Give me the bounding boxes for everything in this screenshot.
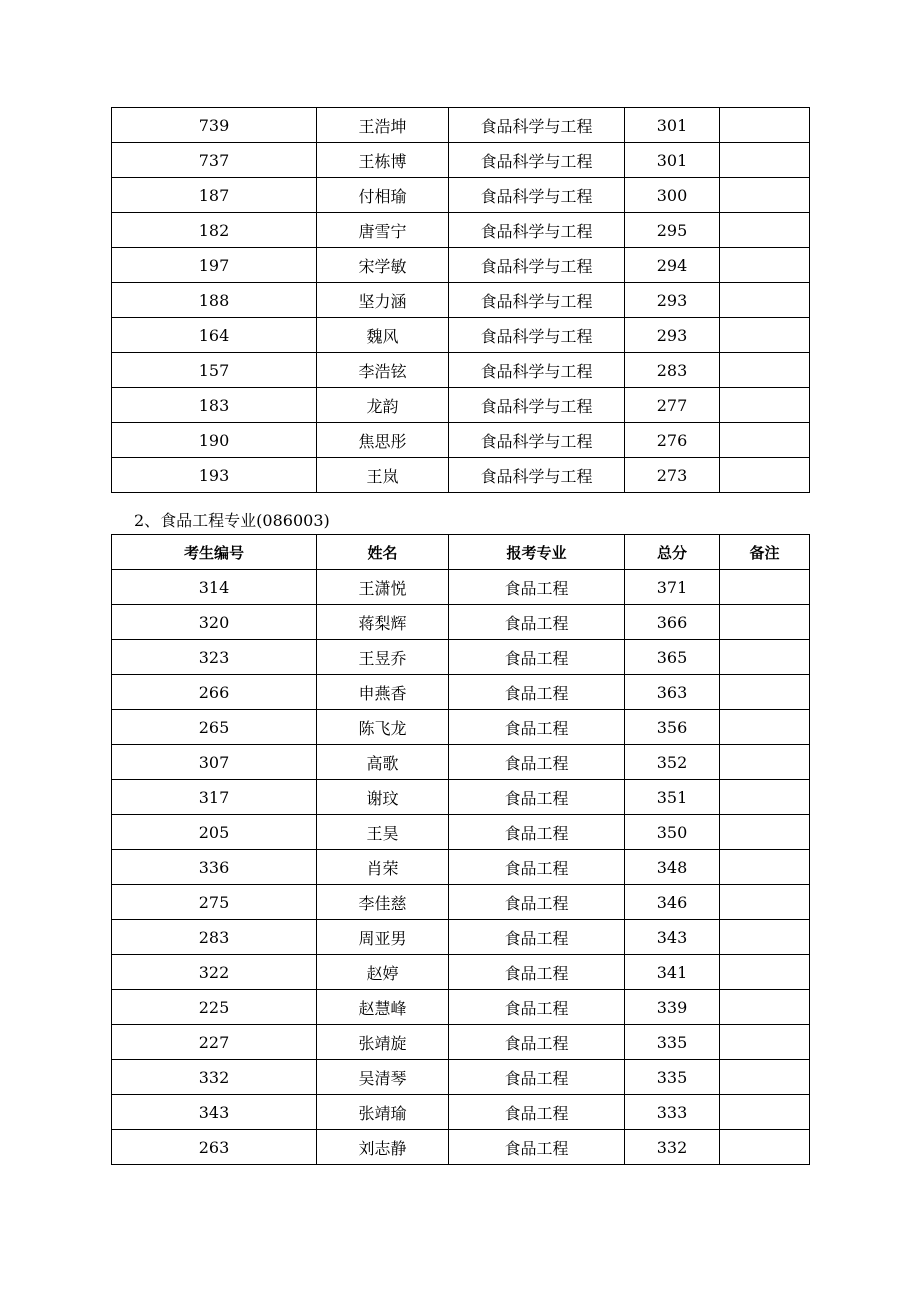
major: 食品科学与工程 <box>449 423 625 458</box>
remark <box>720 1095 810 1130</box>
candidate-name: 张靖旋 <box>317 1025 449 1060</box>
major: 食品工程 <box>449 885 625 920</box>
remark <box>720 640 810 675</box>
candidate-number: 188 <box>112 283 317 318</box>
score-table-food-engineering <box>111 534 810 1165</box>
column-header-candidate-number: 考生编号 <box>112 535 317 570</box>
table-row <box>112 318 810 353</box>
major: 食品工程 <box>449 745 625 780</box>
major: 食品工程 <box>449 920 625 955</box>
remark <box>720 605 810 640</box>
table-row <box>112 1060 810 1095</box>
remark <box>720 1025 810 1060</box>
total-score: 335 <box>625 1060 720 1095</box>
remark <box>720 283 810 318</box>
candidate-number: 190 <box>112 423 317 458</box>
remark <box>720 458 810 493</box>
total-score: 293 <box>625 318 720 353</box>
candidate-name: 肖荣 <box>317 850 449 885</box>
candidate-name: 申燕香 <box>317 675 449 710</box>
table-row <box>112 178 810 213</box>
candidate-name: 吴清琴 <box>317 1060 449 1095</box>
table-row <box>112 815 810 850</box>
table-row <box>112 1095 810 1130</box>
table-row <box>112 745 810 780</box>
table-row <box>112 885 810 920</box>
candidate-name: 蒋梨辉 <box>317 605 449 640</box>
candidate-number: 183 <box>112 388 317 423</box>
major: 食品工程 <box>449 1130 625 1165</box>
candidate-number: 187 <box>112 178 317 213</box>
major: 食品工程 <box>449 780 625 815</box>
major: 食品工程 <box>449 1095 625 1130</box>
candidate-number: 283 <box>112 920 317 955</box>
table-row <box>112 990 810 1025</box>
table-row <box>112 710 810 745</box>
remark <box>720 850 810 885</box>
total-score: 356 <box>625 710 720 745</box>
candidate-number: 164 <box>112 318 317 353</box>
total-score: 343 <box>625 920 720 955</box>
candidate-number: 157 <box>112 353 317 388</box>
total-score: 293 <box>625 283 720 318</box>
candidate-name: 王潇悦 <box>317 570 449 605</box>
total-score: 276 <box>625 423 720 458</box>
remark <box>720 780 810 815</box>
candidate-name: 王浩坤 <box>317 108 449 143</box>
major: 食品工程 <box>449 850 625 885</box>
candidate-number: 225 <box>112 990 317 1025</box>
table-row <box>112 920 810 955</box>
table-row <box>112 353 810 388</box>
candidate-name: 张靖瑜 <box>317 1095 449 1130</box>
total-score: 351 <box>625 780 720 815</box>
table-row <box>112 675 810 710</box>
total-score: 332 <box>625 1130 720 1165</box>
candidate-name: 王岚 <box>317 458 449 493</box>
table-row <box>112 213 810 248</box>
major: 食品科学与工程 <box>449 353 625 388</box>
major: 食品科学与工程 <box>449 213 625 248</box>
total-score: 348 <box>625 850 720 885</box>
total-score: 301 <box>625 143 720 178</box>
remark <box>720 955 810 990</box>
remark <box>720 388 810 423</box>
column-header-remark: 备注 <box>720 535 810 570</box>
major: 食品工程 <box>449 1025 625 1060</box>
table-header-row <box>112 535 810 570</box>
score-table-food-science <box>111 107 810 493</box>
remark <box>720 143 810 178</box>
total-score: 365 <box>625 640 720 675</box>
major: 食品科学与工程 <box>449 178 625 213</box>
candidate-name: 唐雪宁 <box>317 213 449 248</box>
candidate-number: 227 <box>112 1025 317 1060</box>
major: 食品科学与工程 <box>449 108 625 143</box>
table-row <box>112 605 810 640</box>
remark <box>720 710 810 745</box>
remark <box>720 920 810 955</box>
major: 食品科学与工程 <box>449 388 625 423</box>
candidate-number: 320 <box>112 605 317 640</box>
column-header-total-score: 总分 <box>625 535 720 570</box>
candidate-name: 高歌 <box>317 745 449 780</box>
candidate-number: 266 <box>112 675 317 710</box>
table-row <box>112 1130 810 1165</box>
candidate-number: 336 <box>112 850 317 885</box>
candidate-name: 李浩铉 <box>317 353 449 388</box>
candidate-name: 陈飞龙 <box>317 710 449 745</box>
candidate-number: 182 <box>112 213 317 248</box>
remark <box>720 353 810 388</box>
candidate-number: 739 <box>112 108 317 143</box>
major: 食品工程 <box>449 675 625 710</box>
table-row <box>112 248 810 283</box>
column-header-name: 姓名 <box>317 535 449 570</box>
candidate-name: 宋学敏 <box>317 248 449 283</box>
major: 食品工程 <box>449 1060 625 1095</box>
remark <box>720 178 810 213</box>
remark <box>720 423 810 458</box>
candidate-name: 赵慧峰 <box>317 990 449 1025</box>
table-row <box>112 850 810 885</box>
candidate-name: 赵婷 <box>317 955 449 990</box>
table-row <box>112 1025 810 1060</box>
candidate-name: 坚力涵 <box>317 283 449 318</box>
candidate-name: 王昱乔 <box>317 640 449 675</box>
total-score: 301 <box>625 108 720 143</box>
table-row <box>112 388 810 423</box>
candidate-name: 谢玟 <box>317 780 449 815</box>
candidate-number: 205 <box>112 815 317 850</box>
total-score: 352 <box>625 745 720 780</box>
total-score: 273 <box>625 458 720 493</box>
major: 食品科学与工程 <box>449 458 625 493</box>
candidate-number: 263 <box>112 1130 317 1165</box>
candidate-number: 322 <box>112 955 317 990</box>
table-row <box>112 640 810 675</box>
total-score: 339 <box>625 990 720 1025</box>
major: 食品科学与工程 <box>449 318 625 353</box>
remark <box>720 570 810 605</box>
column-header-major: 报考专业 <box>449 535 625 570</box>
total-score: 283 <box>625 353 720 388</box>
total-score: 333 <box>625 1095 720 1130</box>
major: 食品工程 <box>449 640 625 675</box>
major: 食品工程 <box>449 990 625 1025</box>
remark <box>720 318 810 353</box>
remark <box>720 745 810 780</box>
major: 食品工程 <box>449 570 625 605</box>
total-score: 346 <box>625 885 720 920</box>
table-row <box>112 108 810 143</box>
table-row <box>112 955 810 990</box>
candidate-name: 焦思彤 <box>317 423 449 458</box>
candidate-name: 刘志静 <box>317 1130 449 1165</box>
table-row <box>112 458 810 493</box>
candidate-number: 323 <box>112 640 317 675</box>
candidate-number: 193 <box>112 458 317 493</box>
candidate-number: 307 <box>112 745 317 780</box>
total-score: 295 <box>625 213 720 248</box>
remark <box>720 248 810 283</box>
total-score: 300 <box>625 178 720 213</box>
major: 食品科学与工程 <box>449 143 625 178</box>
candidate-number: 737 <box>112 143 317 178</box>
total-score: 363 <box>625 675 720 710</box>
table-row <box>112 143 810 178</box>
candidate-number: 275 <box>112 885 317 920</box>
candidate-number: 197 <box>112 248 317 283</box>
remark <box>720 675 810 710</box>
table-row <box>112 423 810 458</box>
total-score: 335 <box>625 1025 720 1060</box>
total-score: 277 <box>625 388 720 423</box>
candidate-name: 周亚男 <box>317 920 449 955</box>
candidate-name: 王栋博 <box>317 143 449 178</box>
candidate-number: 343 <box>112 1095 317 1130</box>
table-row <box>112 780 810 815</box>
candidate-number: 314 <box>112 570 317 605</box>
remark <box>720 885 810 920</box>
major: 食品科学与工程 <box>449 283 625 318</box>
section-heading: 2、食品工程专业(086003) <box>134 511 330 530</box>
remark <box>720 990 810 1025</box>
candidate-name: 李佳慈 <box>317 885 449 920</box>
remark <box>720 815 810 850</box>
remark <box>720 1130 810 1165</box>
total-score: 294 <box>625 248 720 283</box>
major: 食品科学与工程 <box>449 248 625 283</box>
candidate-name: 魏风 <box>317 318 449 353</box>
remark <box>720 108 810 143</box>
table-row <box>112 283 810 318</box>
score-table-body <box>112 108 810 493</box>
score-table-body <box>112 535 810 1165</box>
candidate-name: 王昊 <box>317 815 449 850</box>
major: 食品工程 <box>449 605 625 640</box>
major: 食品工程 <box>449 815 625 850</box>
major: 食品工程 <box>449 955 625 990</box>
remark <box>720 213 810 248</box>
total-score: 366 <box>625 605 720 640</box>
total-score: 341 <box>625 955 720 990</box>
total-score: 350 <box>625 815 720 850</box>
candidate-number: 265 <box>112 710 317 745</box>
candidate-number: 317 <box>112 780 317 815</box>
table-row <box>112 570 810 605</box>
major: 食品工程 <box>449 710 625 745</box>
remark <box>720 1060 810 1095</box>
total-score: 371 <box>625 570 720 605</box>
candidate-name: 龙韵 <box>317 388 449 423</box>
candidate-name: 付相瑜 <box>317 178 449 213</box>
candidate-number: 332 <box>112 1060 317 1095</box>
